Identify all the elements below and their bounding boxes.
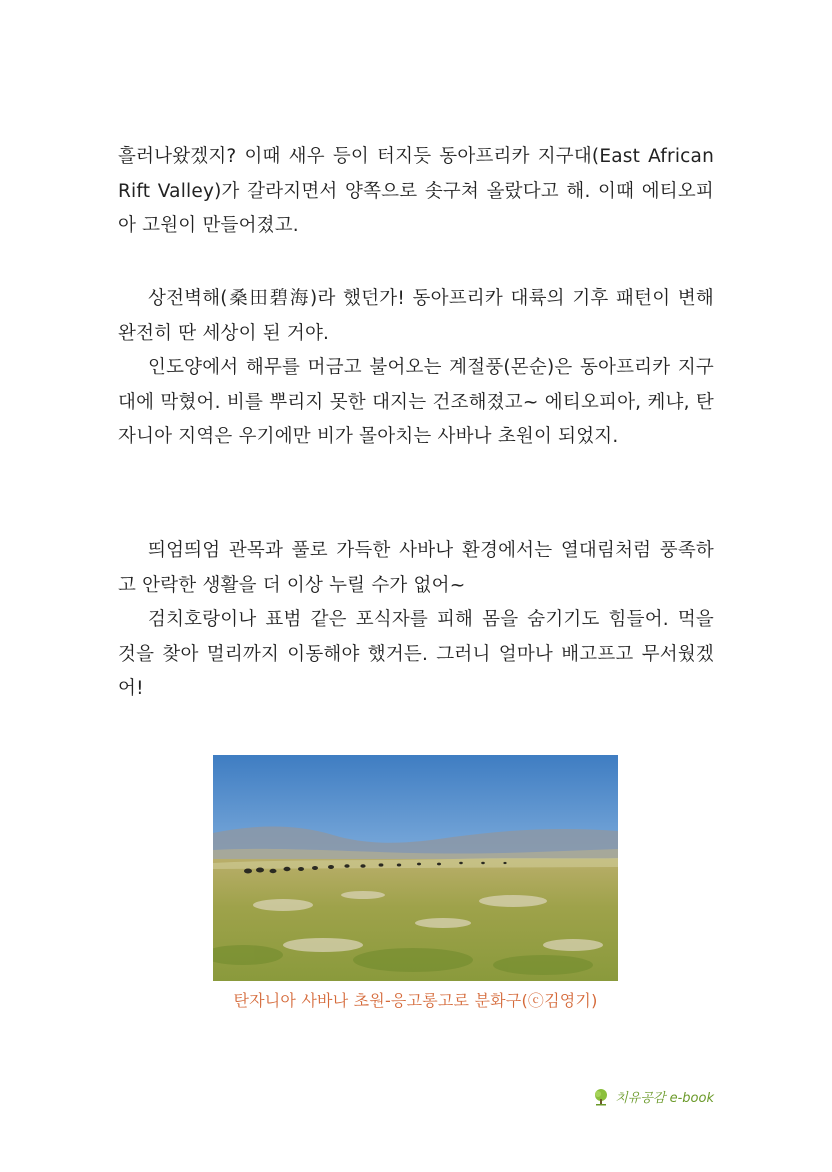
savanna-landscape-image bbox=[213, 755, 618, 981]
brand-text: 치유공감 e-book bbox=[615, 1091, 714, 1106]
tree-logo-icon bbox=[592, 1088, 610, 1106]
paragraph-2: 상전벽해(桑田碧海)라 했던가! 동아프리카 대륙의 기후 패턴이 변해 완전히 딴 세상이 된 거야. bbox=[118, 288, 714, 344]
paragraph-3: 인도양에서 해무를 머금고 불어오는 계절풍(몬순)은 동아프리카 지구대에 막혔어. 비를 뿌리지 못한 대지는 건조해졌고~ 에티오피아, 케냐, 탄자니아 지역은 우기에만 비가 몰아치는 사바나 초원이 되었지. bbox=[118, 357, 714, 447]
paragraph-1: 흘러나왔겠지? 이때 새우 등이 터지듯 동아프리카 지구대(East African Rift Valley)가 갈라지면서 양쪽으로 솟구쳐 올랐다고 해. 이때 에티오피아 고원이 만들어졌고. bbox=[118, 146, 714, 236]
paragraph-4: 띄엄띄엄 관목과 풀로 가득한 사바나 환경에서는 열대림처럼 풍족하고 안락한 생활을 더 이상 누릴 수가 없어~ bbox=[118, 540, 714, 596]
paragraph-5: 검치호랑이나 표범 같은 포식자를 피해 몸을 숨기기도 힘들어. 먹을 것을 찾아 멀리까지 이동해야 했거든. 그러니 얼마나 배고프고 무서웠겠어! bbox=[118, 609, 714, 699]
figure-caption: 탄자니아 사바나 초원-응고롱고로 분화구(ⓒ김영기) bbox=[233, 991, 598, 1010]
footer-brand bbox=[592, 1087, 714, 1106]
savanna-photo bbox=[213, 755, 618, 981]
